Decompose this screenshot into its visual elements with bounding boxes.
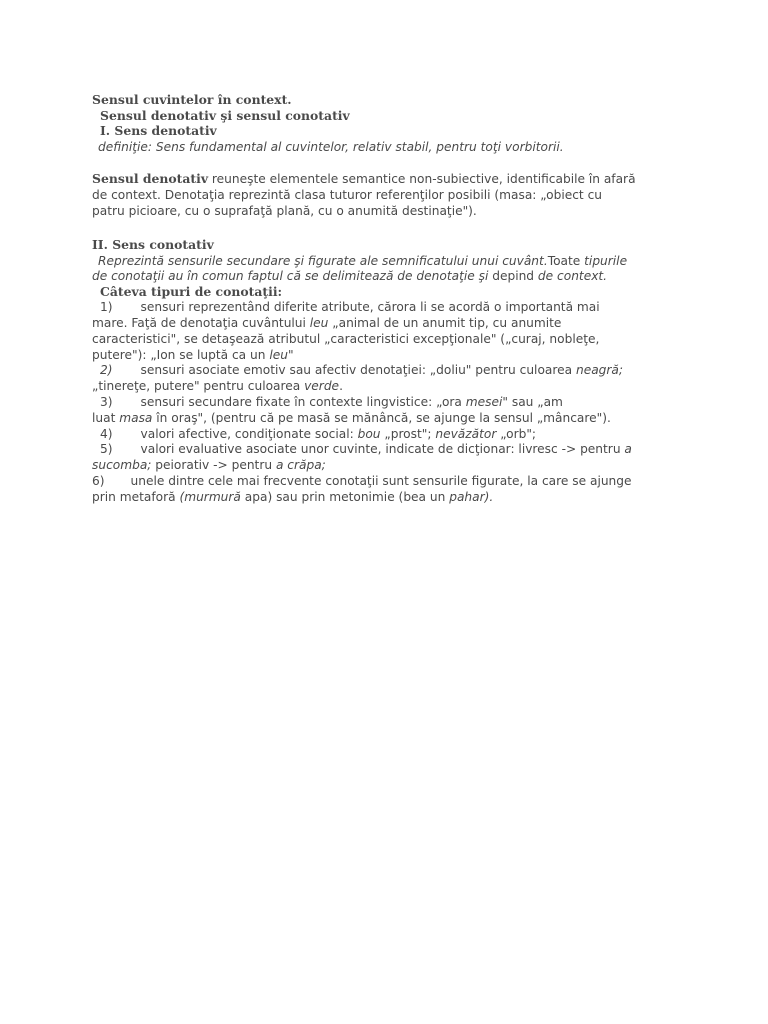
connotation-types-heading: Câteva tipuri de conotaţii: (100, 284, 283, 299)
item-number: 5) (100, 442, 113, 456)
list-item-3: 3) sensuri secundare fixate în contexte lingvistice: „ora mesei" sau „am (100, 395, 563, 409)
list-item-1-line: caracteristici", se detaşează atributul „caracteristici excepţionale" („curaj, nobleţe, (92, 332, 600, 346)
section1-definition: definiţie: Sens fundamental al cuvintelor, relativ stabil, pentru toţi vorbitorii. (98, 140, 564, 154)
list-item-5: 5) valori evaluative asociate unor cuvinte, indicate de dicţionar: livresc -> pentru a (100, 442, 632, 456)
item-number: 6) (92, 474, 105, 488)
list-item-2: 2) sensuri asociate emotiv sau afectiv denotaţiei: „doliu" pentru culoarea neagră; (100, 363, 623, 377)
list-item-3-line: luat masa în oraş", (pentru că pe masă se mănâncă, se ajunge la sensul „mâncare"). (92, 411, 611, 425)
denotativ-term: Sensul denotativ (92, 171, 209, 186)
item-number: 4) (100, 427, 113, 441)
denotativ-paragraph-line: de context. Denotaţia reprezintă clasa tuturor referenţilor posibili (masa: „obiect cu (92, 188, 603, 202)
section2-heading: II. Sens conotativ (92, 237, 214, 252)
document-subtitle: Sensul denotativ şi sensul conotativ (100, 108, 350, 123)
denotativ-paragraph-line: Sensul denotativ reuneşte elementele semantice non-subiective, identificabile în afară (92, 171, 636, 186)
list-item-5-line: sucomba; peiorativ -> pentru a crăpa; (92, 458, 326, 472)
list-item-2-line: „tinereţe, putere" pentru culoarea verde. (92, 379, 343, 393)
section2-intro-line: de conotaţii au în comun faptul că se delimitează de denotaţie şi depind de context. (92, 269, 608, 283)
list-item-6-line: prin metaforă (murmură apa) sau prin metonimie (bea un pahar). (92, 490, 494, 504)
section2-intro-line: Reprezintă sensurile secundare şi figurate ale semnificatului unui cuvânt.Toate tipurile (98, 254, 628, 268)
item-number: 1) (100, 300, 113, 314)
item-number: 3) (100, 395, 113, 409)
section1-heading: I. Sens denotativ (100, 123, 217, 138)
list-item-1-line: mare. Faţă de denotaţia cuvântului leu „animal de un anumit tip, cu anumite (92, 316, 562, 330)
list-item-1: 1) sensuri reprezentând diferite atribute, cărora li se acordă o importantă mai (100, 300, 600, 314)
list-item-6: 6) unele dintre cele mai frecvente conotaţii sunt sensurile figurate, la care se ajunge (92, 474, 632, 488)
item-number: 2) (100, 363, 113, 377)
document-title: Sensul cuvintelor în context. (92, 92, 292, 107)
list-item-1-line: putere"): „Ion se luptă ca un leu" (92, 348, 294, 362)
list-item-4: 4) valori afective, condiţionate social: bou „prost"; nevăzător „orb"; (100, 427, 537, 441)
denotativ-paragraph-line: patru picioare, cu o suprafaţă plană, cu o anumită destinaţie"). (92, 204, 477, 218)
